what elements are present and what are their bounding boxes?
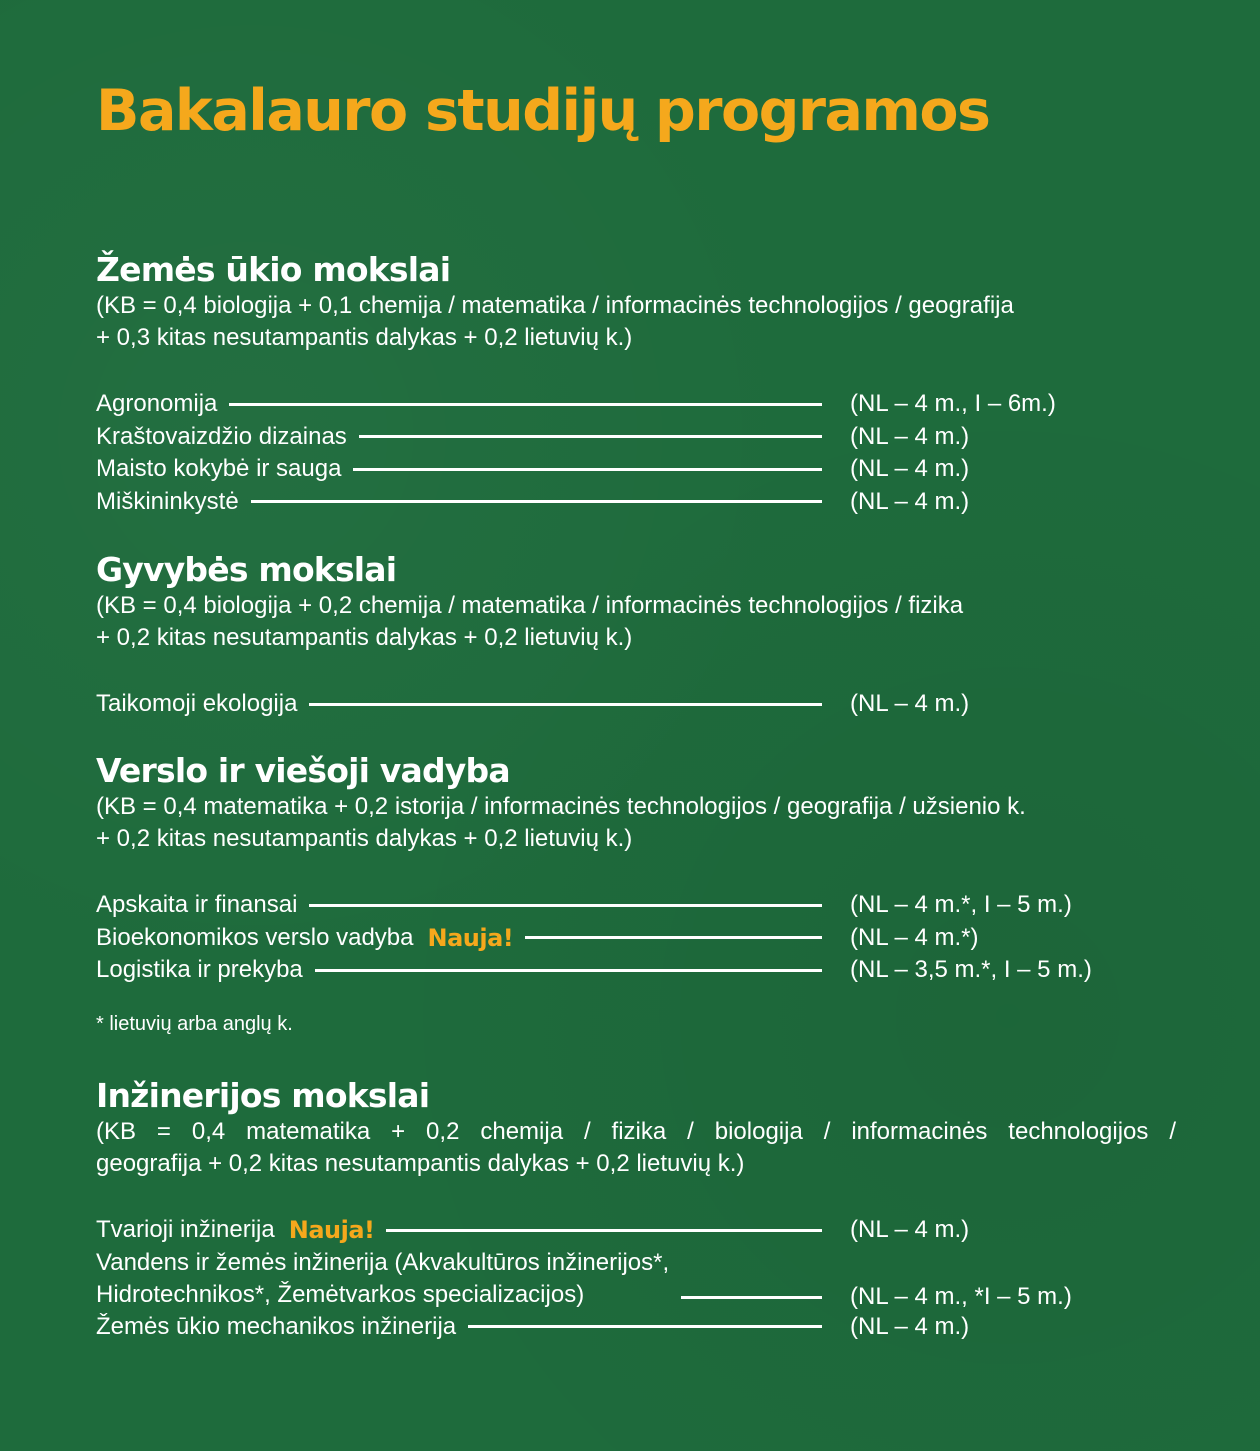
program-list [96, 688, 1176, 721]
section-engineering-sciences [96, 1076, 1176, 1343]
program-duration: (NL – 4 m.) [850, 487, 970, 515]
program-duration: (NL – 4 m.) [850, 422, 970, 450]
program-list [96, 889, 1176, 987]
program-row [96, 486, 1176, 519]
program-row [96, 922, 1176, 955]
program-name: Logistika ir prekyba [96, 956, 303, 984]
program-name: Žemės ūkio mechanikos inžinerija [96, 1312, 457, 1340]
section-business-management [96, 751, 1176, 1036]
program-row [96, 388, 1176, 421]
leader-line [525, 936, 822, 939]
program-duration: (NL – 4 m.*, I – 5 m.) [850, 891, 1072, 919]
leader-line [681, 1296, 822, 1299]
program-name: Tvarioji inžinerija [96, 1216, 275, 1244]
program-duration: (NL – 4 m., *I – 5 m.) [850, 1282, 1072, 1310]
program-duration: (NL – 4 m., I – 6m.) [850, 390, 1056, 418]
program-name: Kraštovaizdžio dizainas [96, 422, 347, 450]
leader-line [309, 904, 822, 907]
section-formula: (KB = 0,4 biologija + 0,2 chemija / matematika / informacinės technologijos / fizika + 0,2 kitas nesutampantis dalykas + 0,2 lietuvių k.) [96, 592, 964, 651]
program-row [96, 453, 1176, 486]
program-duration: (NL – 4 m.) [850, 690, 970, 718]
program-name: Vandens ir žemės inžinerija (Akvakultūros inžinerijos*, Hidrotechnikos*, Žemėtvarkos specializacijos) [96, 1248, 670, 1308]
section-formula: (KB = 0,4 biologija + 0,1 chemija / matematika / informacinės technologijos / geografija + 0,3 kitas nesutampantis dalykas + 0,2 lietuvių k.) [96, 292, 1014, 351]
leader-line [359, 435, 822, 438]
program-duration: (NL – 4 m.) [850, 455, 970, 483]
program-row [96, 688, 1176, 721]
program-row [96, 889, 1176, 922]
program-name: Taikomoji ekologija [96, 690, 298, 718]
program-name: Agronomija [96, 390, 218, 418]
new-badge: Nauja! [427, 923, 514, 952]
program-name: Apskaita ir finansai [96, 891, 298, 919]
leader-line [468, 1325, 822, 1328]
section-heading: Žemės ūkio mokslai [96, 250, 451, 289]
leader-line [309, 703, 822, 706]
program-row [96, 1247, 1176, 1311]
leader-line [386, 1229, 822, 1232]
section-formula-line: (KB = 0,4 matematika + 0,2 chemija / fizika / biologija / informacinės technologijos / [96, 1118, 1176, 1145]
new-badge: Nauja! [288, 1216, 375, 1245]
leader-line [251, 500, 822, 503]
program-row [96, 421, 1176, 454]
program-duration: (NL – 4 m.) [850, 1216, 970, 1244]
program-row [96, 954, 1176, 987]
leader-line [229, 403, 822, 406]
section-heading: Inžinerijos mokslai [96, 1076, 430, 1115]
program-name: Maisto kokybė ir sauga [96, 455, 342, 483]
leader-line [315, 969, 822, 972]
program-duration: (NL – 3,5 m.*, I – 5 m.) [850, 956, 1092, 984]
leader-line [353, 468, 822, 471]
program-list [96, 388, 1176, 518]
program-list [96, 1214, 1176, 1343]
section-heading: Verslo ir viešoji vadyba [96, 751, 510, 790]
program-duration: (NL – 4 m.*) [850, 923, 979, 951]
footnote: * lietuvių arba anglų k. [96, 1012, 293, 1035]
program-row [96, 1214, 1176, 1247]
program-duration: (NL – 4 m.) [850, 1312, 970, 1340]
page-title: Bakalauro studijų programos [96, 78, 990, 144]
program-row [96, 1311, 1176, 1344]
section-life-sciences [96, 550, 1176, 721]
section-heading: Gyvybės mokslai [96, 550, 397, 589]
section-agricultural-sciences [96, 250, 1176, 518]
program-name: Miškininkystė [96, 487, 239, 515]
program-name: Bioekonomikos verslo vadyba [96, 923, 414, 951]
section-formula-line: geografija + 0,2 kitas nesutampantis dalykas + 0,2 lietuvių k.) [96, 1150, 745, 1177]
section-formula: (KB = 0,4 matematika + 0,2 istorija / informacinės technologijos / geografija / užsienio k. + 0,2 kitas nesutampantis dalykas + 0,2 lietuvių k.) [96, 793, 1026, 852]
